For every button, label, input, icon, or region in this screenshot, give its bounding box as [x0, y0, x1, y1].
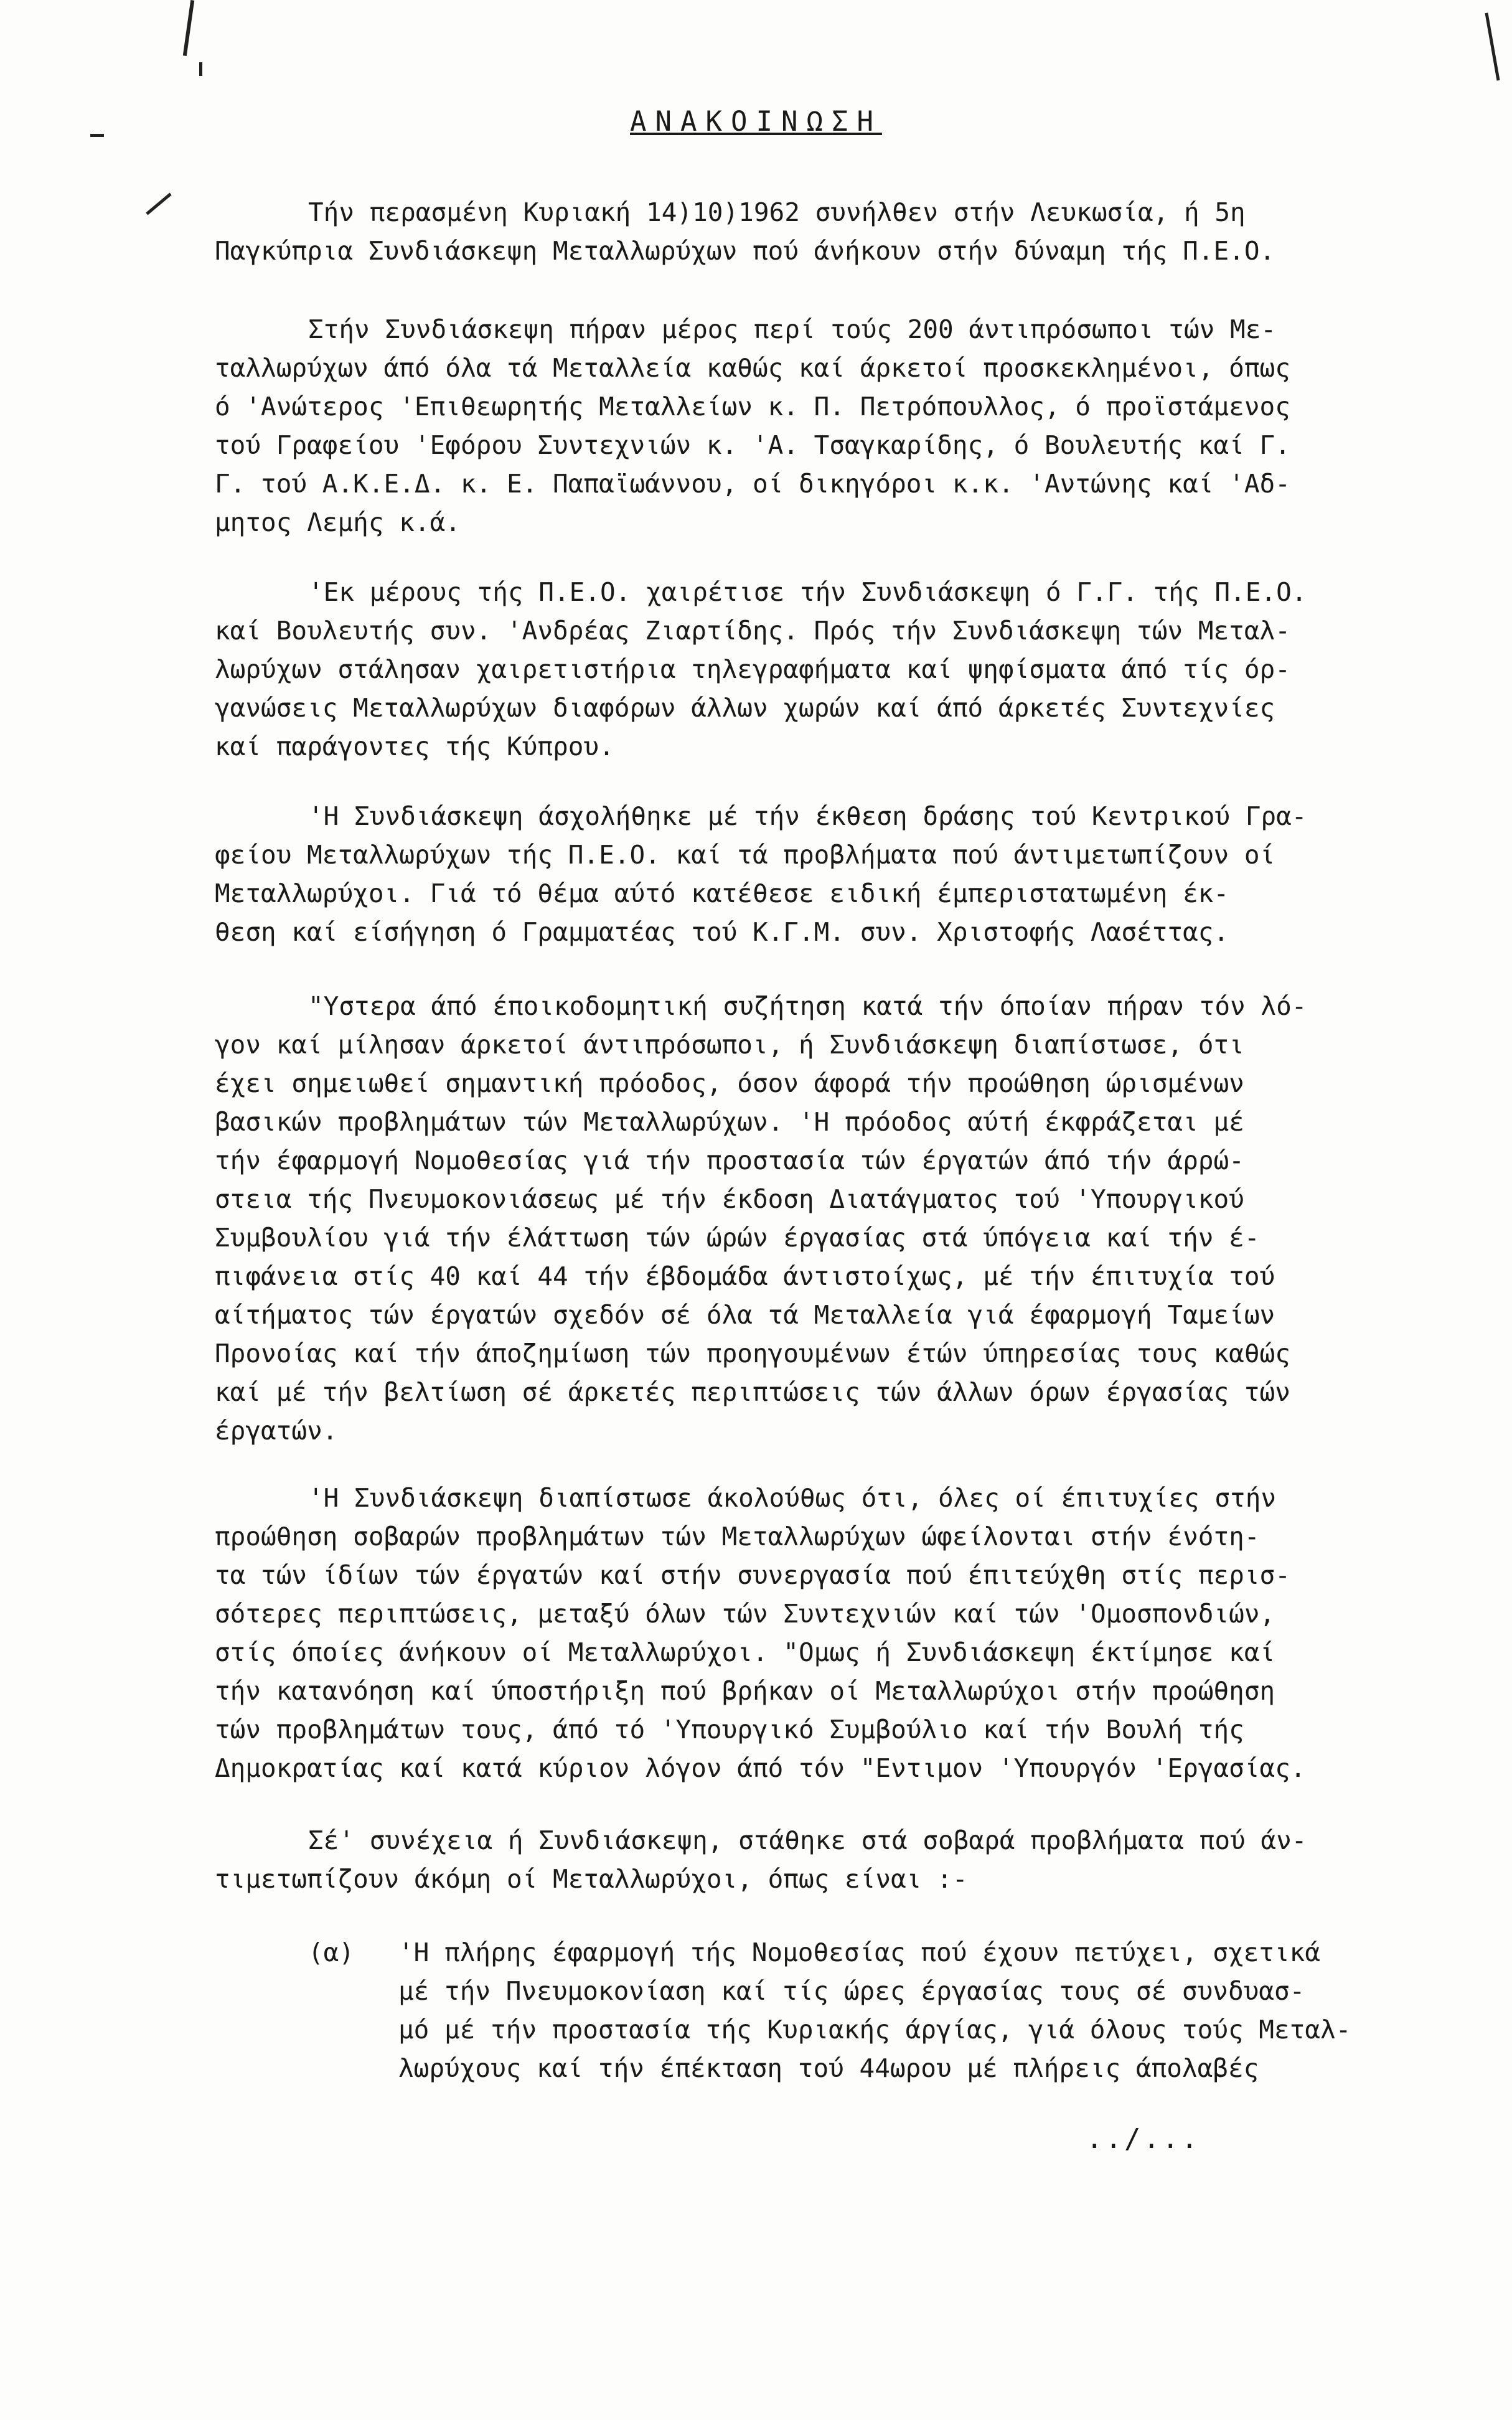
- text-line: ταλλωρύχων άπό όλα τά Μεταλλεία καθώς καί άρκετοί προσκεκλημένοι, όπως: [215, 353, 1290, 383]
- paragraph-2: [215, 310, 1391, 542]
- text-line: τού Γραφείου 'Εφόρου Συντεχνιών κ. 'Α. Τσαγκαρίδης, ό Βουλευτής καί Γ.: [215, 430, 1290, 460]
- text-line: μό μέ τήν προστασία τής Κυριακής άργίας, γιά όλους τούς Μεταλ-: [398, 2015, 1351, 2045]
- text-line: μητος Λεμής κ.ά.: [215, 507, 461, 537]
- text-line: τήν κατανόηση καί ύποστήριξη πού βρήκαν οί Μεταλλωρύχοι στήν προώθηση: [215, 1676, 1275, 1706]
- text-line: στεια τής Πνευμοκονιάσεως μέ τήν έκδοση Διατάγματος τού 'Υπουργικού: [215, 1184, 1244, 1214]
- text-line: Προνοίας καί τήν άποζημίωση τών προηγουμένων έτών ύπηρεσίας τους καθώς: [215, 1339, 1290, 1368]
- paragraph-4: [215, 797, 1391, 951]
- text-line: μέ τήν Πνευμοκονίαση καί τίς ώρες έργασίας τους σέ συνδυασ-: [398, 1976, 1305, 2006]
- paragraph-1: [215, 193, 1391, 270]
- text-line: Μεταλλωρύχοι. Γιά τό θέμα αύτό κατέθεσε ειδική έμπεριστατωμένη έκ-: [215, 878, 1229, 908]
- text-line: Παγκύπρια Συνδιάσκεψη Μεταλλωρύχων πού άνήκουν στήν δύναμη τής Π.Ε.Ο.: [215, 236, 1275, 266]
- scan-mark: [1485, 12, 1500, 80]
- text-line: γον καί μίλησαν άρκετοί άντιπρόσωποι, ή Συνδιάσκεψη διαπίστωσε, ότι: [215, 1030, 1244, 1060]
- continuation-mark: ../...: [1086, 2123, 1200, 2155]
- text-line: λωρύχων στάλησαν χαιρετιστήρια τηλεγραφήματα καί ψηφίσματα άπό τίς όρ-: [215, 654, 1290, 684]
- text-line: σότερες περιπτώσεις, μεταξύ όλων τών Συντεχνιών καί τών 'Ομοσπονδιών,: [215, 1599, 1275, 1629]
- text-line: "Υστερα άπό έποικοδομητική συζήτηση κατά τήν όποίαν πήραν τόν λό-: [308, 991, 1307, 1021]
- paragraph-3: [215, 573, 1391, 766]
- text-line: Γ. τού Α.Κ.Ε.Δ. κ. Ε. Παπαϊωάννου, οί δικηγόροι κ.κ. 'Αντώνης καί 'Αδ-: [215, 469, 1290, 499]
- text-line: θεση καί είσήγηση ό Γραμματέας τού Κ.Γ.Μ. συν. Χριστοφής Λασέττας.: [215, 917, 1229, 947]
- text-line: Σέ' συνέχεια ή Συνδιάσκεψη, στάθηκε στά σοβαρά προβλήματα πού άν-: [308, 1825, 1307, 1855]
- text-line: Συμβουλίου γιά τήν έλάττωση τών ώρών έργασίας στά ύπόγεια καί τήν έ-: [215, 1223, 1260, 1253]
- text-line: Δημοκρατίας καί κατά κύριον λόγον άπό τόν "Εντιμον 'Υπουργόν 'Εργασίας.: [215, 1753, 1306, 1783]
- text-line: καί μέ τήν βελτίωση σέ άρκετές περιπτώσεις τών άλλων όρων έργασίας τών: [215, 1377, 1290, 1407]
- text-line: βασικών προβλημάτων τών Μεταλλωρύχων. 'Η πρόοδος αύτή έκφράζεται μέ: [215, 1107, 1244, 1137]
- page-title: ΑΝΑΚΟΙΝΩΣΗ: [630, 106, 882, 138]
- text-line: φείου Μεταλλωρύχων τής Π.Ε.Ο. καί τά προβλήματα πού άντιμετωπίζουν οί: [215, 840, 1275, 870]
- text-line: τα τών ίδίων τών έργατών καί στήν συνεργασία πού έπιτεύχθη στίς περισ-: [215, 1560, 1290, 1590]
- text-line: λωρύχους καί τήν έπέκταση τού 44ωρου μέ πλήρεις άπολαβές: [398, 2053, 1259, 2083]
- list-item-marker: (α): [308, 1937, 355, 1967]
- text-line: τιμετωπίζουν άκόμη οί Μεταλλωρύχοι, όπως είναι :-: [215, 1864, 968, 1894]
- text-line: 'Η Συνδιάσκεψη άσχολήθηκε μέ τήν έκθεση δράσης τού Κεντρικού Γρα-: [308, 801, 1307, 831]
- scan-mark: [183, 0, 194, 56]
- text-line: αίτήματος τών έργατών σχεδόν σέ όλα τά Μεταλλεία γιά έφαρμογή Ταμείων: [215, 1300, 1275, 1330]
- text-line: τών προβλημάτων τους, άπό τό 'Υπουργικό Συμβούλιο καί τήν Βουλή τής: [215, 1715, 1244, 1744]
- text-line: γανώσεις Μεταλλωρύχων διαφόρων άλλων χωρών καί άπό άρκετές Συντεχνίες: [215, 693, 1275, 723]
- text-line: έργατών.: [215, 1416, 338, 1446]
- text-line: καί Βουλευτής συν. 'Ανδρέας Ζιαρτίδης. Πρός τήν Συνδιάσκεψη τών Μεταλ-: [215, 616, 1290, 646]
- scan-mark: [146, 193, 172, 215]
- paragraph-5: [215, 987, 1391, 1450]
- paragraph-6: [215, 1479, 1391, 1787]
- text-line: 'Η Συνδιάσκεψη διαπίστωσε άκολούθως ότι, όλες οί έπιτυχίες στήν: [308, 1483, 1277, 1513]
- text-line: ό 'Ανώτερος 'Επιθεωρητής Μεταλλείων κ. Π. Πετρόπουλλος, ό προϊστάμενος: [215, 392, 1290, 421]
- text-line: καί παράγοντες τής Κύπρου.: [215, 732, 614, 761]
- paragraph-7: [215, 1821, 1391, 1898]
- text-line: στίς όποίες άνήκουν οί Μεταλλωρύχοι. "Ομως ή Συνδιάσκεψη έκτίμησε καί: [215, 1637, 1275, 1667]
- text-line: πιφάνεια στίς 40 καί 44 τήν έβδομάδα άντιστοίχως, μέ τήν έπιτυχία τού: [215, 1261, 1275, 1291]
- list-item-a: [398, 1933, 1388, 2088]
- text-line: 'Εκ μέρους τής Π.Ε.Ο. χαιρέτισε τήν Συνδιάσκεψη ό Γ.Γ. τής Π.Ε.Ο.: [308, 577, 1307, 607]
- text-line: προώθηση σοβαρών προβλημάτων τών Μεταλλωρύχων ώφείλονται στήν ένότη-: [215, 1522, 1260, 1551]
- text-line: Τήν περασμένη Κυριακή 14)10)1962 συνήλθεν στήν Λευκωσία, ή 5η: [308, 197, 1246, 227]
- text-line: τήν έφαρμογή Νομοθεσίας γιά τήν προστασία τών έργατών άπό τήν άρρώ-: [215, 1146, 1244, 1175]
- text-line: έχει σημειωθεί σημαντική πρόοδος, όσον άφορά τήν προώθηση ώρισμένων: [215, 1068, 1244, 1098]
- text-line: 'Η πλήρης έφαρμογή τής Νομοθεσίας πού έχουν πετύχει, σχετικά: [398, 1937, 1321, 1967]
- text-line: Στήν Συνδιάσκεψη πήραν μέρος περί τούς 200 άντιπρόσωποι τών Με-: [308, 314, 1277, 344]
- scan-mark: [199, 62, 202, 76]
